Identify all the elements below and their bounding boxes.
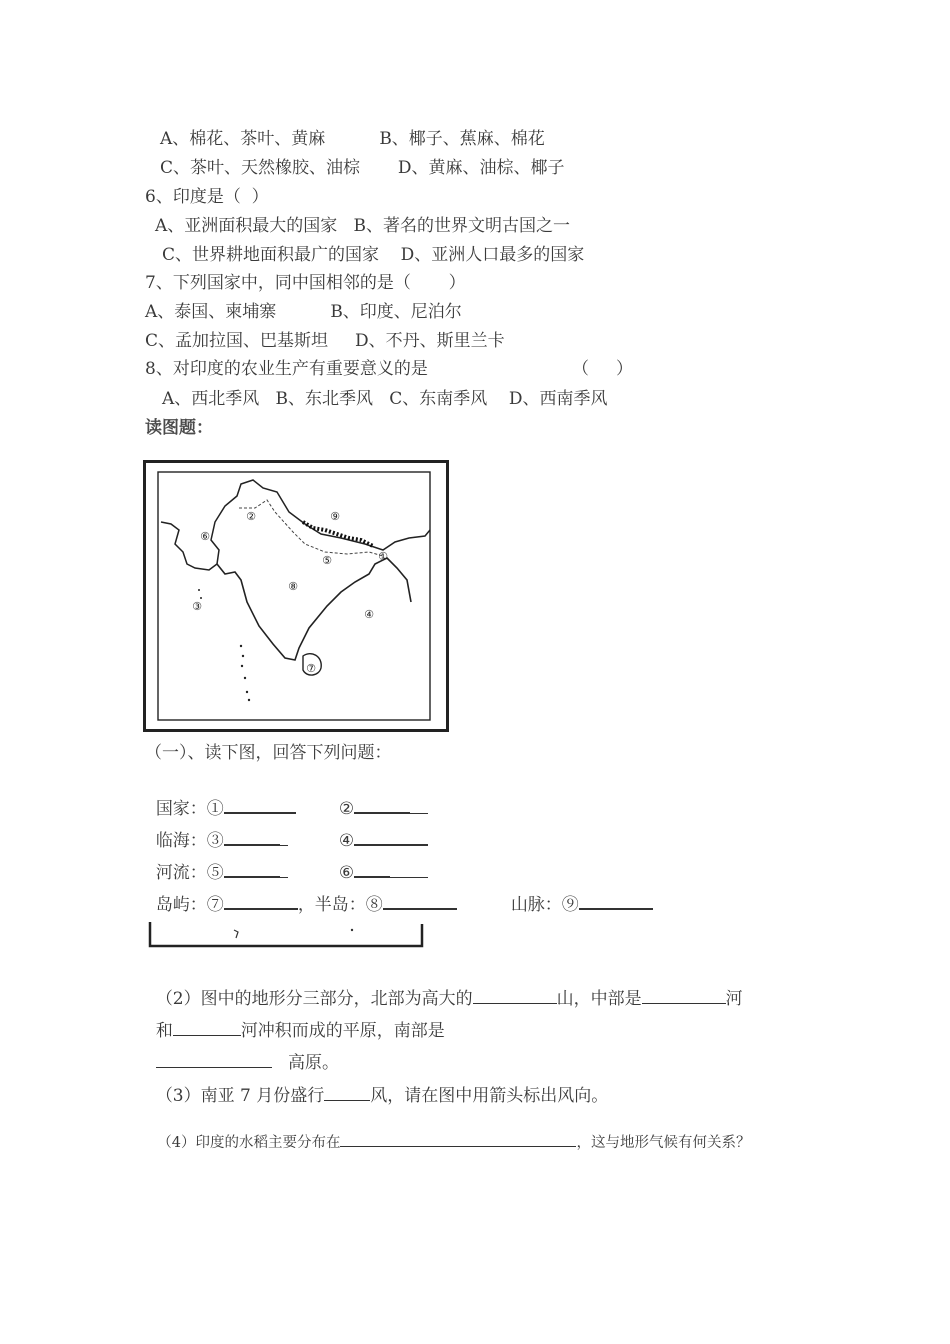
mountain-label: 山脉：⑨ (510, 895, 579, 915)
q8-stem: 8、对印度的农业生产有重要意义的是 (145, 359, 428, 379)
rice-region-blank[interactable] (340, 1132, 576, 1147)
mountain-9-blank[interactable] (579, 892, 653, 910)
peninsula-label: ，半岛：⑧ (297, 895, 383, 915)
map-frame (145, 462, 448, 731)
sea-4-label: ④ (338, 831, 355, 851)
country-label: 国家：① (155, 799, 224, 819)
part3-line: （3）南亚 7 月份盛行 风，请在图中用箭头标出风向。 (155, 1086, 609, 1106)
mountain-row (500, 870, 653, 916)
map-label-7: ⑦ (306, 662, 316, 675)
map-fragment (146, 920, 428, 950)
section-title: 读图题： (145, 418, 213, 438)
island-7-blank[interactable] (224, 892, 298, 910)
south-asia-map (143, 460, 449, 732)
map-label-1: ① (378, 550, 388, 563)
map-label-4: ④ (364, 608, 374, 621)
q6-options-line-1: A、亚洲面积最大的国家 B、著名的世界文明古国之一 (155, 216, 570, 236)
map-label-6: ⑥ (200, 530, 210, 543)
part4-line: （4）印度的水稻主要分布在 ，这与地形气候有何关系？ (148, 1110, 750, 1154)
part2-line-1: （2）图中的地形分三部分，北部为高大的 山，中部是 河 (155, 989, 743, 1009)
q7-options-line-1: A、泰国、柬埔寨 B、印度、尼泊尔 (145, 302, 462, 322)
q7-stem: 7、下列国家中，同中国相邻的是（ ） (145, 273, 466, 293)
peninsula-8-blank[interactable] (383, 892, 457, 910)
mountain-blank[interactable] (473, 987, 557, 1004)
part2-line-3: 高原。 (145, 1029, 339, 1074)
q6-stem: 6、印度是（ ） (145, 187, 269, 207)
q5-options-line-1: A、棉花、茶叶、黄麻 B、椰子、蕉麻、棉花 (160, 129, 545, 149)
country-2-label: ② (338, 799, 355, 819)
part2-line-2: 和 河冲积而成的平原，南部是 (155, 1021, 445, 1041)
river-label: 河流：⑤ (155, 863, 224, 883)
q8-answer-paren: （ ） (572, 359, 634, 379)
river-6-label: ⑥ (338, 863, 355, 883)
map-label-2: ② (246, 510, 256, 523)
q6-options-line-2: C、世界耕地面积最广的国家 D、亚洲人口最多的国家 (162, 245, 585, 265)
q7-options-line-2: C、孟加拉国、巴基斯坦 D、不丹、斯里兰卡 (145, 331, 505, 351)
map-label-9: ⑨ (330, 510, 340, 523)
island-row (145, 870, 457, 916)
part1-title: （一）、读下图，回答下列问题： (145, 743, 392, 763)
map-label-8: ⑧ (288, 580, 298, 593)
sea-label: 临海：③ (155, 831, 224, 851)
monsoon-blank[interactable] (324, 1084, 370, 1101)
river-blank-1[interactable] (642, 987, 726, 1004)
map-label-3: ③ (192, 600, 202, 613)
q8-options: A、西北季风 B、东北季风 C、东南季风 D、西南季风 (162, 389, 608, 409)
q5-options-line-2: C、茶叶、天然橡胶、油棕 D、黄麻、油棕、椰子 (160, 158, 565, 178)
island-label: 岛屿：⑦ (155, 895, 224, 915)
map-label-5: ⑤ (322, 554, 332, 567)
